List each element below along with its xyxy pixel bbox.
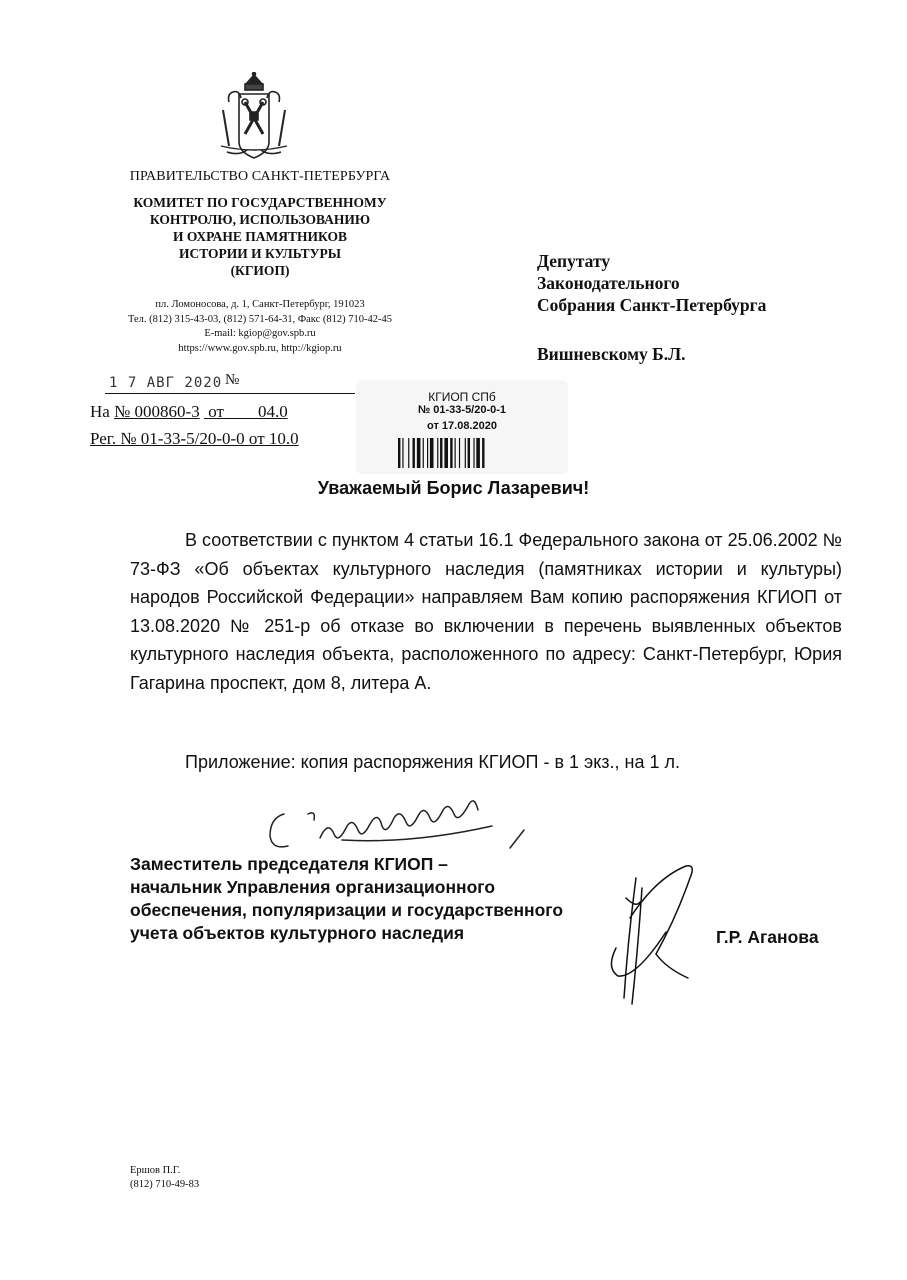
reply-from: от <box>208 402 224 421</box>
committee-line: ИСТОРИИ И КУЛЬТУРЫ <box>178 246 342 261</box>
recipient-block <box>537 250 766 316</box>
outgoing-registration <box>95 372 355 394</box>
registration-reference: Рег. № 01-33-5/20-0-0 от 10.0 <box>90 429 299 448</box>
phone-line: Тел. (812) 315-43-03, (812) 571-64-31, Факс (812) 710-42-45 <box>127 313 393 325</box>
executor-block <box>130 1164 199 1192</box>
signature-icon <box>596 858 716 1008</box>
recipient-line: Депутату <box>537 251 611 271</box>
letter-body: В соответствии с пунктом 4 статьи 16.1 Федерального закона от 25.06.2002 № 73-ФЗ «Об объектах культурного наследия (памятниках истории и культуры) народов Российской Федерации» направляем Вам копию распоряжения КГИОП от 13.08.2020 № 251-р об отказе во включении в перечень выявленных объектов культурного наследия объекта, расположенного по адресу: Санкт-Петербург, Юрия Гагарина проспект, дом 8, литера А. <box>130 530 842 693</box>
committee-name <box>95 194 425 279</box>
stamp-date: от 17.08.2020 <box>427 420 497 432</box>
recipient-name: Вишневскому Б.Л. <box>537 344 686 364</box>
executor-name: Ершов П.Г. <box>130 1165 181 1176</box>
attachment-note: Приложение: копия распоряжения КГИОП - в 1 экз., на 1 л. <box>185 752 681 772</box>
signatory-title-line: учета объектов культурного наследия <box>130 923 465 943</box>
email-line: E-mail: kgiop@gov.spb.ru <box>204 328 316 339</box>
stamp-reg-number: № 01-33-5/20-0-1 <box>417 404 507 416</box>
salutation: Уважаемый Борис Лазаревич! <box>317 478 590 498</box>
reply-prefix: На <box>90 402 110 421</box>
address-line: пл. Ломоносова, д. 1, Санкт-Петербург, 191023 <box>155 299 365 310</box>
stamp-org: КГИОП СПб <box>428 390 496 404</box>
signer-name: Г.Р. Аганова <box>716 927 819 947</box>
coat-of-arms-icon <box>219 72 289 160</box>
contact-block <box>95 298 425 356</box>
reply-reference <box>90 398 299 452</box>
executor-phone: (812) 710-49-83 <box>130 1179 200 1190</box>
reply-number: № 000860-3 <box>114 402 200 421</box>
outgoing-number-sign: № <box>225 372 240 388</box>
underline <box>105 393 355 394</box>
government-name: ПРАВИТЕЛЬСТВО САНКТ-ПЕТЕРБУРГА <box>129 169 391 184</box>
committee-line: КОМИТЕТ ПО ГОСУДАРСТВЕННОМУ <box>133 195 387 210</box>
committee-line: КОНТРОЛЮ, ИСПОЛЬЗОВАНИЮ <box>149 212 371 227</box>
signatory-title-line: начальник Управления организационного <box>130 877 496 897</box>
committee-line: И ОХРАНЕ ПАМЯТНИКОВ <box>173 229 347 244</box>
signatory-title-line: обеспечения, популяризации и государственного <box>130 900 564 920</box>
outgoing-date: 1 7 АВГ 2020 <box>109 375 223 391</box>
committee-line: (КГИОП) <box>230 263 290 278</box>
registration-stamp <box>356 380 568 474</box>
reply-date: 04.0 <box>257 402 288 421</box>
barcode-icon <box>398 438 526 468</box>
signatory-title <box>130 853 563 945</box>
recipient-line: Законодательного <box>537 273 680 293</box>
recipient-line: Собрания Санкт-Петербурга <box>537 295 767 315</box>
signatory-title-line: Заместитель председателя КГИОП – <box>130 854 448 874</box>
website-line: https://www.gov.spb.ru, http://kgiop.ru <box>178 342 342 354</box>
